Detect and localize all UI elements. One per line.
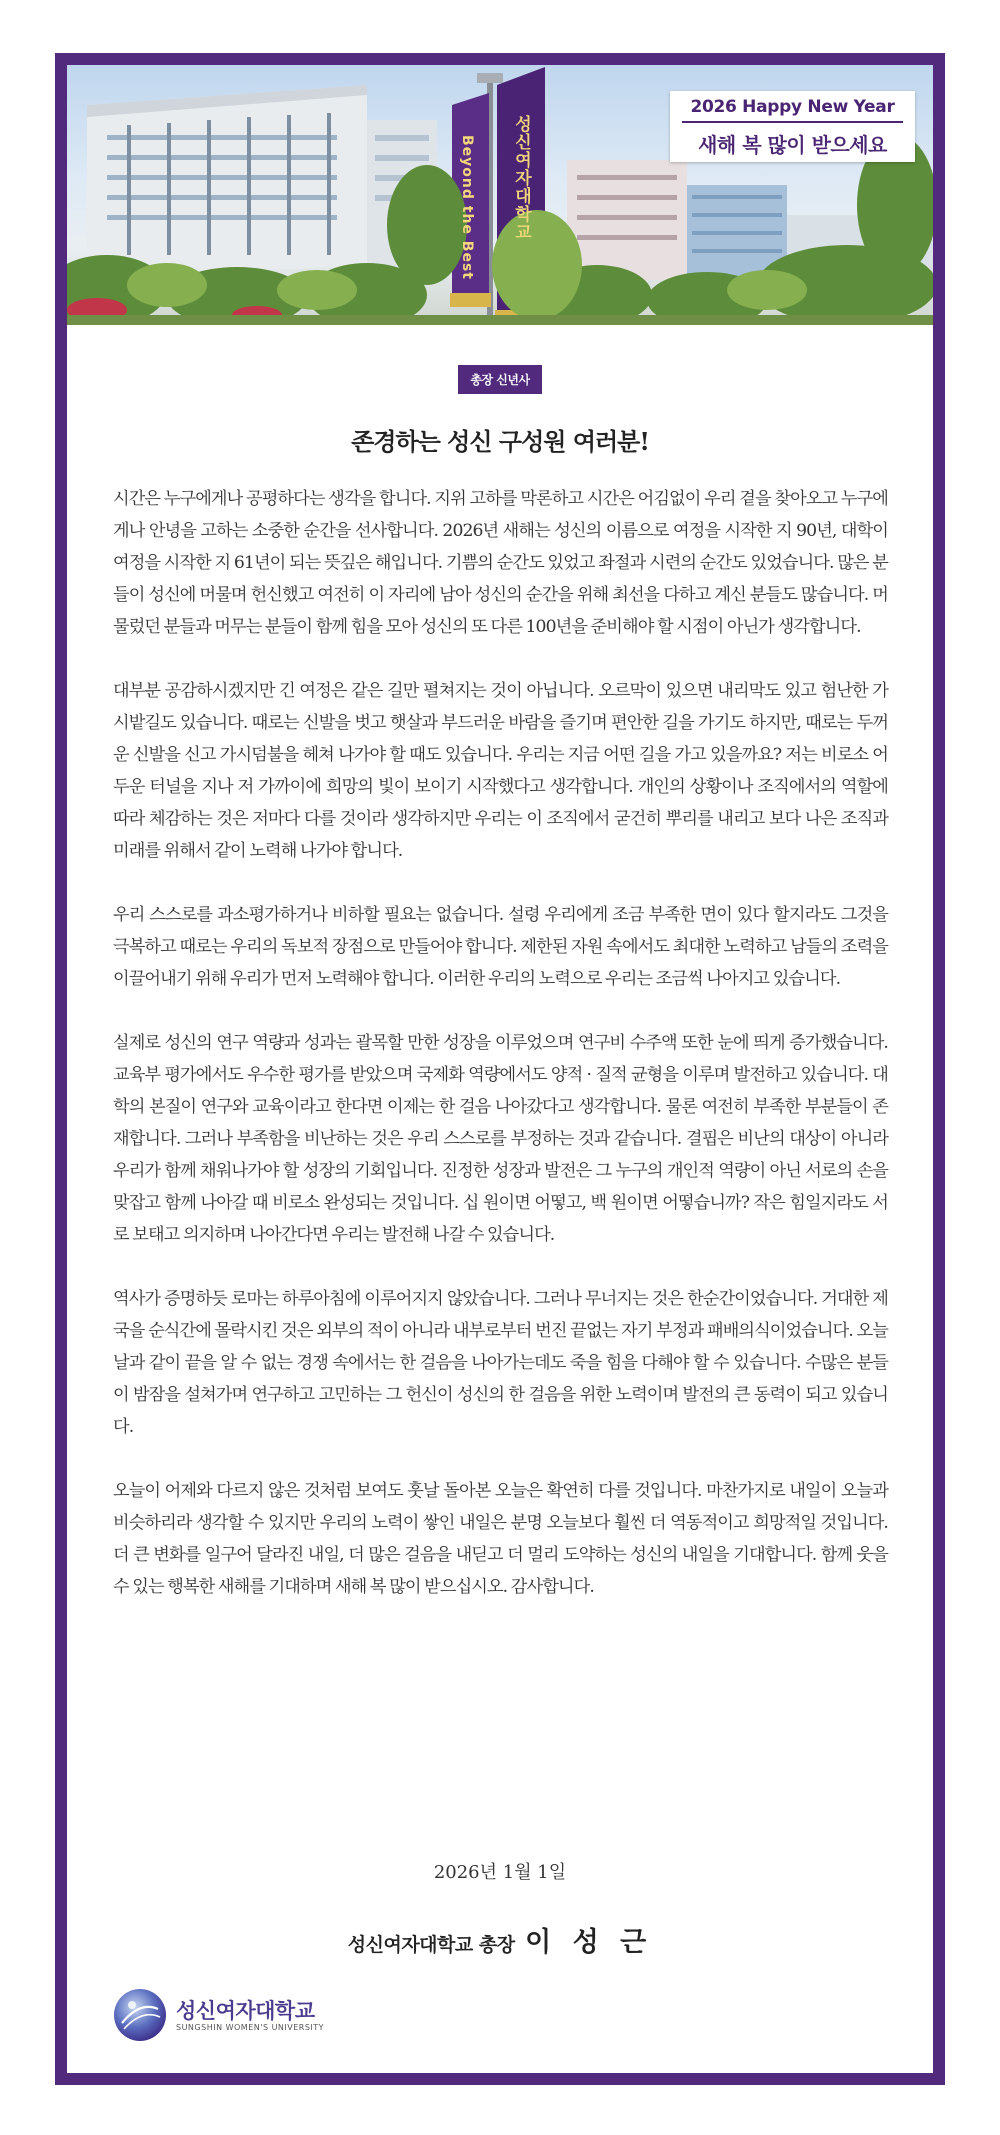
signature xyxy=(67,1920,933,1959)
university-emblem-icon xyxy=(112,1987,168,2043)
university-logo xyxy=(112,1987,324,2043)
signature-org: 성신여자대학교 총장 xyxy=(347,1934,515,1956)
badge-label: 총장 신년사 xyxy=(458,365,541,394)
letter-body xyxy=(113,483,888,1635)
letter-headline: 존경하는 성신 구성원 여러분! xyxy=(351,427,649,456)
greeting-en: 2026 Happy New Year xyxy=(682,97,903,123)
new-year-greeting-box xyxy=(670,91,915,162)
paragraph: 오늘이 어제와 다르지 않은 것처럼 보여도 훗날 돌아본 오늘은 확연히 다를 것입니다. 마찬가지로 내일이 오늘과 비슷하리라 생각할 수 있지만 우리의 노력이 쌓인 내일은 분명 오늘보다 훨씬 더 역동적이고 희망적일 것입니다. 더 큰 변화를 일구어 달라진 내일, 더 많은 걸음을 내딛고 더 멀리 도약하는 성신의 내일을 기대합니다. 함께 웃을 수 있는 행복한 새해를 기대하며 새해 복 많이 받으십시오. 감사합니다. xyxy=(113,1481,888,1597)
paragraph: 우리 스스로를 과소평가하거나 비하할 필요는 없습니다. 설령 우리에게 조금 부족한 면이 있다 할지라도 그것을 극복하고 때로는 우리의 독보적 장점으로 만들어야 합니다. 제한된 자원 속에서도 최대한 노력하고 남들의 조력을 이끌어내기 위해 우리가 먼저 노력해야 합니다. 이러한 우리의 노력으로 우리는 조금씩 나아지고 있습니다. xyxy=(113,905,888,989)
logo-name-en: SUNGSHIN WOMEN'S UNIVERSITY xyxy=(176,2022,325,2032)
signature-name: 이 성 근 xyxy=(525,1927,653,1958)
paragraph: 시간은 누구에게나 공평하다는 생각을 합니다. 지위 고하를 막론하고 시간은 어김없이 우리 곁을 찾아오고 누구에게나 안녕을 고하는 소중한 순간을 선사합니다. 2026년 새해는 성신의 이름으로 여정을 시작한 지 90년, 대학이 여정을 시작한 지 61년이 되는 뜻깊은 해입니다. 기쁨의 순간도 있었고 좌절과 시련의 순간도 있었습니다. 많은 분들이 성신에 머물며 헌신했고 여전히 이 자리에 남아 성신의 순간을 위해 최선을 다하고 계신 분들도 많습니다. 머물렀던 분들과 머무는 분들이 함께 힘을 모아 성신의 또 다른 100년을 준비해야 할 시점이 아닌가 생각합니다. xyxy=(113,489,888,637)
paragraph: 대부분 공감하시겠지만 긴 여정은 같은 길만 펼쳐지는 것이 아닙니다. 오르막이 있으면 내리막도 있고 험난한 가시밭길도 있습니다. 때로는 신발을 벗고 햇살과 부드러운 바람을 즐기며 편안한 길을 가기도 하지만, 때로는 두꺼운 신발을 신고 가시덤불을 헤쳐 나가야 할 때도 있습니다. 우리는 지금 어떤 길을 가고 있을까요? 저는 비로소 어두운 터널을 지나 저 가까이에 희망의 빛이 보이기 시작했다고 생각합니다. 개인의 상황이나 조직에서의 역할에 따라 체감하는 것은 저마다 다를 것이라 생각하지만 우리는 이 조직에서 굳건히 뿌리를 내리고 보다 나은 조직과 미래를 위해서 같이 노력해 나가야 합니다. xyxy=(113,681,888,861)
logo-name-ko: 성신여자대학교 xyxy=(176,1998,315,2023)
hero-banner xyxy=(67,65,933,325)
banner-left-text: Beyond the Best xyxy=(459,135,475,280)
letter-frame xyxy=(55,53,945,2085)
letter-date: 2026년 1월 1일 xyxy=(433,1862,567,1883)
section-badge xyxy=(67,365,933,394)
paragraph: 역사가 증명하듯 로마는 하루아침에 이루어지지 않았습니다. 그러나 무너지는 것은 한순간이었습니다. 거대한 제국을 순식간에 몰락시킨 것은 외부의 적이 아니라 내부로부터 번진 끝없는 자기 부정과 패배의식이었습니다. 오늘날과 같이 끝을 알 수 없는 경쟁 속에서는 한 걸음을 나아가는데도 죽을 힘을 다해야 할 수 있습니다. 수많은 분들이 밤잠을 설쳐가며 연구하고 고민하는 그 헌신이 성신의 한 걸음을 위한 노력이며 발전의 큰 동력이 되고 있습니다. xyxy=(113,1289,888,1437)
banner-right-text: 성신여자대학교 xyxy=(511,115,531,241)
greeting-ko: 새해 복 많이 받으세요 xyxy=(698,133,887,157)
paragraph: 실제로 성신의 연구 역량과 성과는 괄목할 만한 성장을 이루었으며 연구비 수주액 또한 눈에 띄게 증가했습니다. 교육부 평가에서도 우수한 평가를 받았으며 국제화 역량에서도 양적 · 질적 균형을 이루며 발전하고 있습니다. 대학의 본질이 연구와 교육이라고 한다면 이제는 한 걸음 나아갔다고 생각합니다. 물론 여전히 부족한 부분들이 존재합니다. 그러나 부족함을 비난하는 것은 우리 스스로를 부정하는 것과 같습니다. 결핍은 비난의 대상이 아니라 우리가 함께 채워나가야 할 성장의 기회입니다. 진정한 성장과 발전은 그 누구의 개인적 역량이 아닌 서로의 손을 맞잡고 함께 나아갈 때 비로소 완성되는 것입니다. 십 원이면 어떻고, 백 원이면 어떻습니까? 작은 힘일지라도 서로 보태고 의지하며 나아간다면 우리는 발전해 나갈 수 있습니다. xyxy=(113,1033,888,1245)
